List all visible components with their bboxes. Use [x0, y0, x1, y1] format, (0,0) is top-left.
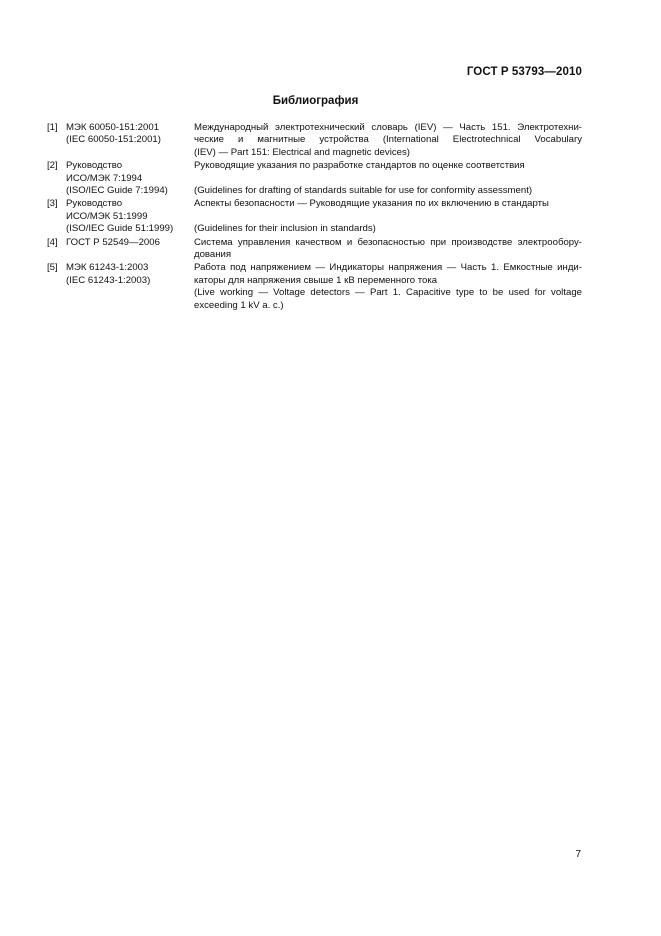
entry-description-line: Международный электротехнический словарь (IEV) — Часть 151. Электротехни-	[194, 122, 582, 133]
entry-description-spacer	[194, 173, 582, 185]
bibliography-entry-4	[47, 237, 582, 262]
entry-source-line: (ISO/IEC Guide 51:1999)	[66, 223, 174, 235]
entry-source-line: (ISO/IEC Guide 7:1994)	[66, 185, 168, 197]
entry-description	[194, 122, 582, 159]
entry-description-line: Руководящие указания по разработке стандартов по оценке соответствия	[194, 160, 525, 172]
section-title: Библиография	[272, 95, 359, 107]
entry-description	[194, 237, 582, 262]
entry-description-line: (Live working — Voltage detectors — Part 1. Capacitive type to be used for voltage	[194, 287, 582, 299]
bibliography-entry-2	[47, 160, 582, 197]
entry-number: [1]	[47, 122, 58, 133]
entry-source	[66, 122, 194, 159]
entry-description	[194, 262, 582, 312]
bibliography-list	[47, 122, 582, 313]
entry-description-line: дования	[194, 249, 232, 261]
entry-source-line: Руководство	[66, 160, 123, 172]
entry-description-line: каторы для напряжения свыше 1 кВ переменного тока	[194, 274, 438, 286]
entry-source-line: (IEC 60050-151:2001)	[66, 134, 161, 146]
bibliography-entry-1	[47, 122, 582, 159]
bibliography-entry-5	[47, 262, 582, 312]
entry-description	[194, 160, 582, 197]
entry-source-line: МЭК 61243-1:2003	[66, 262, 149, 274]
page-number: 7	[575, 849, 581, 860]
entry-description	[194, 198, 582, 235]
entry-source-line: (IEC 61243-1:2003)	[66, 274, 151, 286]
entry-description-line: (IEV) — Part 151: Electrical and magnetic devices)	[194, 146, 410, 158]
entry-source-line: ГОСТ Р 52549—2006	[66, 236, 160, 248]
entry-source	[66, 237, 194, 262]
entry-number: [5]	[47, 262, 58, 274]
entry-source-line: ИСО/МЭК 7:1994	[66, 172, 143, 184]
entry-source-line: Руководство	[66, 198, 123, 210]
entry-source-line: МЭК 60050-151:2001	[66, 122, 160, 133]
document-code: ГОСТ Р 53793—2010	[466, 66, 582, 78]
entry-source	[66, 160, 194, 197]
bibliography-entry-3	[47, 198, 582, 235]
entry-number: [2]	[47, 160, 58, 172]
entry-source	[66, 262, 194, 312]
entry-number: [4]	[47, 236, 58, 248]
entry-description-line: Аспекты безопасности — Руководящие указания по их включению в стандарты	[194, 198, 549, 210]
entry-description-spacer	[194, 211, 582, 223]
entry-number: [3]	[47, 198, 58, 210]
entry-description-line: ческие и магнитные устройства (International Electrotechnical Vocabulary	[194, 134, 582, 146]
entry-source	[66, 198, 194, 235]
entry-description-line: (Guidelines for their inclusion in standards)	[194, 223, 376, 235]
entry-description-line: (Guidelines for drafting of standards suitable for use for conformity assessment)	[194, 185, 533, 197]
entry-source-line: ИСО/МЭК 51:1999	[66, 210, 148, 222]
entry-description-line: Работа под напряжением — Индикаторы напряжения — Часть 1. Емкостные инди-	[194, 262, 582, 274]
entry-description-line: Система управления качеством и безопасностью при производстве электрообору-	[194, 236, 582, 248]
entry-description-line: exceeding 1 kV a. c.)	[194, 299, 284, 311]
